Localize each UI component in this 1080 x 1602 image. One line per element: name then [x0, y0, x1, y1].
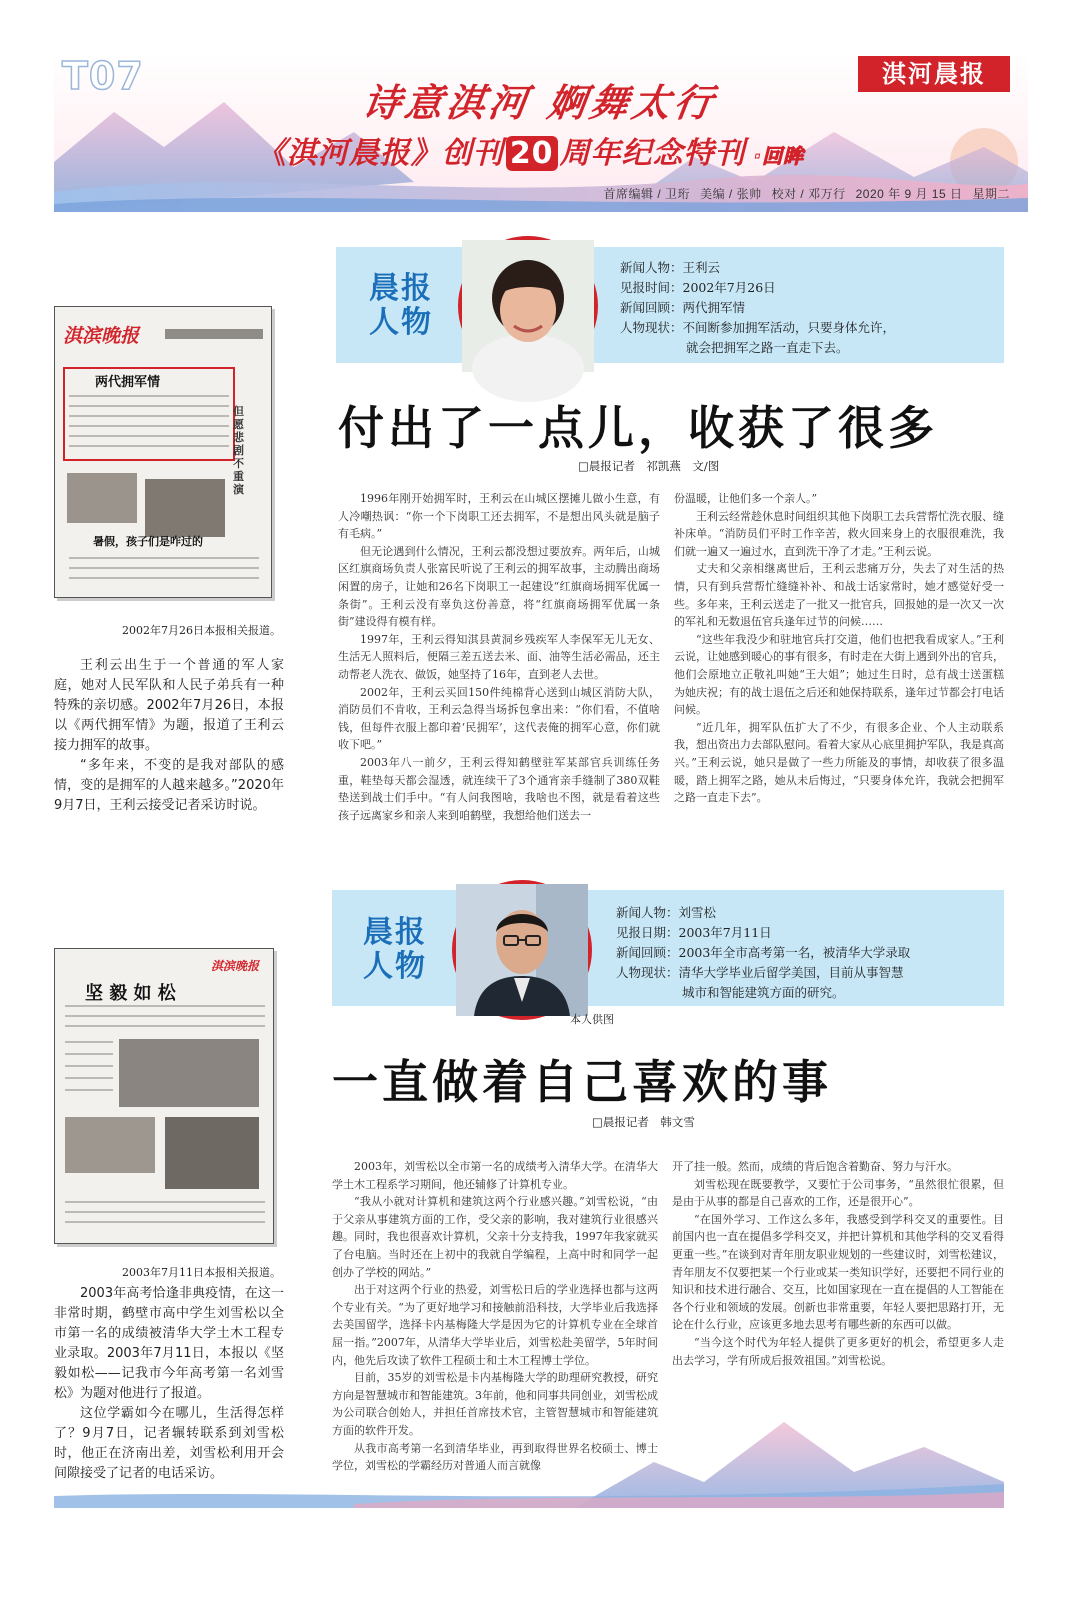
article2-band-label: [350, 916, 440, 984]
portrait-man-icon: [456, 884, 588, 1016]
body-paragraph: 从我市高考第一名到清华毕业，再到取得世界名校硕士、博士学位，刘雪松的学霸经历对普通人而言就像: [332, 1441, 658, 1473]
body-paragraph: “当今这个时代为年轻人提供了更多更好的机会，希望更多人走出去学习，学有所成后报效祖国。”刘雪松说。: [672, 1335, 1004, 1367]
article1-side-text: [54, 656, 284, 856]
band-label-line1: 晨报: [369, 271, 433, 306]
article1-clipping-caption: 2002年7月26日本报相关报道。: [122, 624, 281, 637]
body-paragraph: “这些年我没少和驻地官兵打交道，他们也把我看成家人。”王利云说，让她感到暖心的事有很多，有时走在大街上遇到外出的官兵，他们会原地立正敬礼叫她“王大姐”；她过生日时，总有战士送蛋糕为她庆祝；有的战士退伍之后还和她保持联系，逢年过节都会打电话问候。: [674, 632, 1004, 717]
footer-mountain-decoration: [54, 1392, 1004, 1508]
article1-byline: □晨报记者 祁凯燕 文/图: [578, 459, 720, 473]
side-paragraph: 2003年高考恰逢非典疫情，在这一非常时期，鹤壁市高中学生刘雪松以全市第一名的成绩被清华大学土木工程专业录取。2003年7月11日，本报以《坚毅如松——记我市今年高考第一名刘雪松》为题对他进行了报道。: [54, 1286, 284, 1401]
info-status-cont: 就会把拥军之路一直走下去。: [686, 340, 849, 355]
info-person: 新闻人物：刘雪松: [616, 905, 717, 920]
article2-clipping: [54, 948, 274, 1244]
band-label-line2: 人物: [369, 305, 433, 340]
article2-photo-caption: 本人供图: [570, 1013, 614, 1026]
credits-line: [560, 185, 1010, 202]
clipping-title: 坚 毅 如 松: [85, 983, 176, 1004]
special-title-prefix: 《淇河晨报》创刊: [255, 136, 504, 171]
body-paragraph: 但无论遇到什么情况，王利云都没想过要放弃。两年后，山城区红旗商场负责人张富民听说了王利云的拥军故事，主动腾出商场闲置的房子，让她和26名下岗职工一起建设“红旗商场拥军优属一条街”。王利云没有辜负这份善意，将“红旗商场拥军优属一条街”建设得有模有样。: [338, 544, 660, 629]
clipping-title: 两代拥军情: [95, 375, 161, 390]
body-paragraph: 开了挂一般。然而，成绩的背后饱含着勤奋、努力与汗水。: [672, 1160, 958, 1173]
info-status: 人物现状：清华大学毕业后留学美国，目前从事智慧: [616, 965, 904, 980]
article1-band-label: [356, 272, 446, 340]
newspaper-brand: 淇河晨报: [858, 56, 1010, 92]
article2-clipping-caption: 2003年7月11日本报相关报道。: [122, 1266, 281, 1279]
article1-headline: 付出了一点儿，收获了很多: [338, 401, 938, 455]
special-title-suffix: 周年纪念特刊: [559, 136, 746, 171]
special-issue-title: [230, 128, 830, 172]
side-paragraph: 这位学霸如今在哪儿，生活得怎样了？9月7日，记者辗转联系到刘雪松时，他正在济南出差，刘雪松利用开会间隙接受了记者的电话采访。: [54, 1406, 284, 1481]
body-paragraph: 1996年刚开始拥军时，王利云在山城区摆摊儿做小生意，有人冷嘲热讽：“你一个下岗职工还去拥军，不是想出风头就是脑子有毛病。”: [338, 492, 660, 541]
article1-avatar: [458, 236, 598, 376]
body-paragraph: 目前，35岁的刘雪松是卡内基梅隆大学的助理研究教授，研究方向是智慧城市和智能建筑。3年前，他和同事共同创业，刘雪松成为公司联合创始人，并担任首席技术官，主管智慧城市和智能建筑方面的软件开发。: [332, 1371, 658, 1437]
portrait-woman-icon: [462, 240, 594, 372]
proofreader: 校对 / 邓万行: [771, 187, 846, 201]
info-date: 见报日期：2003年7月11日: [616, 925, 772, 940]
poem-title: 诗意淇河 婀舞太行: [359, 80, 720, 125]
body-paragraph: 刘雪松现在既要教学，又要忙于公司事务，“虽然很忙很累，但是由于从事的都是自己喜欢的工作，还是很开心”。: [672, 1177, 1004, 1209]
article1-column-1: [338, 490, 660, 822]
art-editor: 美编 / 张帅: [700, 187, 762, 201]
band-label-line1: 晨报: [363, 915, 427, 950]
clipping-brand: 淇滨晚报: [63, 325, 140, 347]
side-paragraph: 王利云出生于一个普通的军人家庭，她对人民军队和人民子弟兵有一种特殊的亲切感。2002年7月26日，本报以《两代拥军情》为题，报道了王利云接力拥军的故事。: [54, 658, 284, 753]
special-title-sub: ·回眸: [753, 144, 805, 168]
clipping-side-title: 但愿悲剧不重演: [233, 405, 244, 496]
chief-editor: 首席编辑 / 卫珩: [603, 187, 691, 201]
issue-weekday: 星期二: [972, 187, 1010, 201]
issue-date: 2020 年 9 月 15 日: [855, 187, 963, 201]
info-person: 新闻人物：王利云: [620, 260, 721, 275]
article2-avatar: [452, 880, 592, 1020]
article2-column-2: [672, 1158, 1004, 1388]
body-paragraph: 丈夫和父亲相继离世后，王利云悲痛万分，失去了对生活的热情，只有到兵营帮忙缝缝补补、和战士话家常时，她才感觉好受一些。多年来，王利云送走了一批又一批官兵，回报她的是一次又一次的军礼和无数退伍官兵逢年过节的问候……: [674, 562, 1004, 629]
body-paragraph: 2003年，刘雪松以全市第一名的成绩考入清华大学。在清华大学土木工程系学习期间，他还辅修了计算机专业。: [332, 1160, 658, 1191]
body-paragraph: 王利云经常趁休息时间组织其他下岗职工去兵营帮忙洗衣服、缝补床单。“消防员们平时工作辛苦，救火回来身上的衣服很难洗，我们就一遍又一遍过水，直到洗干净了才走。”王利云说。: [674, 509, 1004, 558]
info-review: 新闻回顾：2003年全市高考第一名，被清华大学录取: [616, 945, 911, 960]
body-paragraph: “在国外学习、工作这么多年，我感受到学科交叉的重要性。目前国内也一直在提倡多学科交叉，并把计算机和其他学科的交叉看得更重一些。”在谈到对青年朋友职业规划的一些建议时，刘雪松建议，青年朋友不仅要把某一个行业或某一类知识学好，还要把不同行业的知识和技术进行融合、交互，比如国家现在一直在提倡的人工智能在各个行业和领域的发展。创新也非常重要，年轻人要把思路打开，无论在什么行业，应该更多地去思考有哪些新的东西可以做。: [672, 1212, 1004, 1332]
page-number: T07: [62, 54, 144, 98]
info-status: 人物现状：不间断参加拥军活动，只要身体允许，: [620, 320, 896, 335]
article2-headline: 一直做着自己喜欢的事: [332, 1055, 832, 1109]
clipping-highlight: [63, 367, 235, 461]
clipping-brand: 淇滨晚报: [211, 959, 260, 973]
body-paragraph: “近几年，拥军队伍扩大了不少，有很多企业、个人主动联系我，想出资出力去部队慰问。看着大家从心底里拥护军队，我是真高兴。”王利云说，她只是做了一些力所能及的事情，却收获了很多温暖，踏上拥军之路，她从未后悔过，“只要身体允许，我就会把拥军之路一直走下去”。: [674, 720, 1004, 805]
band-label-line2: 人物: [363, 949, 427, 984]
article1-column-2: [674, 490, 1004, 805]
body-paragraph: 2002年，王利云买回150件纯棉背心送到山城区消防大队，消防员们不肯收，王利云急得当场拆包拿出来：“你们看，不值啥钱，但每件衣服上都印着‘民拥军’，这代表俺的拥军心意，你们就收下吧。”: [338, 685, 660, 752]
body-paragraph: 份温暖，让他们多一个亲人。”: [674, 492, 818, 505]
article2-byline: □晨报记者 韩文雪: [592, 1115, 695, 1129]
info-review: 新闻回顾：两代拥军情: [620, 300, 746, 315]
anniversary-number: 20: [506, 136, 558, 171]
info-status-cont: 城市和智能建筑方面的研究。: [682, 985, 845, 1000]
clipping-photo-caption: 暑假，孩子们是咋过的: [93, 535, 203, 548]
body-paragraph: 出于对这两个行业的热爱，刘雪松日后的学业选择也都与这两个专业有关。“为了更好地学习和接触前沿科技，大学毕业后我选择去美国留学，选择卡内基梅隆大学是因为它的计算机专业在全球首屈一指。”2007年，从清华大学毕业后，刘雪松赴美留学，5年时间内，他先后攻读了软件工程硕士和土木工程博士学位。: [332, 1283, 658, 1367]
article1-info: [620, 258, 1000, 358]
article2-info: [616, 903, 1006, 1003]
side-paragraph: “多年来，不变的是我对部队的感情，变的是拥军的人越来越多。”2020年9月7日，王利云接受记者采访时说。: [54, 758, 284, 813]
body-paragraph: 1997年，王利云得知淇县黄洞乡残疾军人李保军无儿无女、生活无人照料后，便隔三差五送去米、面、油等生活必需品，还主动帮老人洗衣、做饭，她坚持了16年，直到老人去世。: [338, 632, 660, 681]
info-date: 见报时间：2002年7月26日: [620, 280, 776, 295]
body-paragraph: 2003年八一前夕，王利云得知鹤壁驻军某部官兵训练任务重，鞋垫每天都会湿透，就连续干了3个通宵亲手缝制了380双鞋垫送到战士们手中。“有人问我图啥，我啥也不图，就是看着这些孩子远离家乡和亲人来到咱鹤壁，我想给他们送去一: [338, 755, 660, 822]
body-paragraph: “我从小就对计算机和建筑这两个行业感兴趣。”刘雪松说，“由于父亲从事建筑方面的工作，受父亲的影响，我对建筑行业很感兴趣。同时，我也很喜欢计算机，父亲十分支持我，1997年我家就买了台电脑。当时还在上初中的我就自学编程，上高中时和同学一起创办了学校的网站。”: [332, 1195, 658, 1279]
article1-clipping: [54, 306, 272, 598]
